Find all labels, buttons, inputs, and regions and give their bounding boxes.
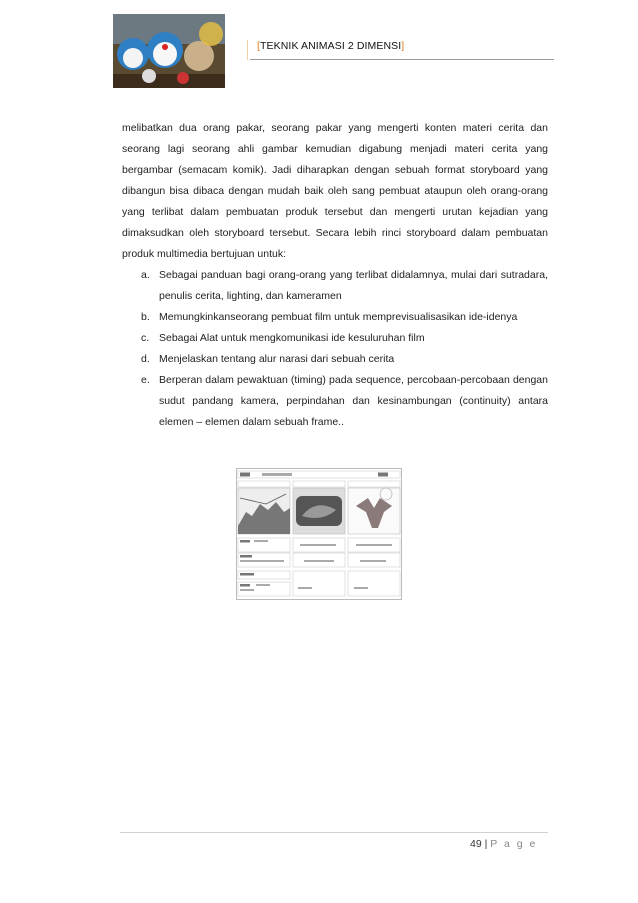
page-label: P a g e [490, 838, 538, 850]
list-item [141, 307, 548, 328]
header-close-bracket: ] [401, 40, 405, 52]
header-open-bracket: [ [257, 40, 261, 52]
body-paragraph: melibatkan dua orang pakar, seorang pakar yang mengerti konten materi cerita dan seorang lagi seorang ahli gambar kemudian digabung menjadi materi cerita yang bergambar (semacam komik). Jadi diharapkan dengan sebuah format storyboard yang dibangun bisa dibaca dengan mudah baik oleh sang pembuat ataupun oleh orang-orang yang terlibat dalam pembuatan produk tersebut dan mengerti urutan kejadian yang dimaksudkan oleh storyboard tersebut. Secara lebih rinci storyboard dalam pembuatan produk multimedia bertujuan untuk: [122, 122, 548, 260]
header-rule [250, 59, 554, 60]
purpose-list [141, 265, 548, 433]
list-item [141, 265, 548, 307]
page-footer [470, 838, 537, 850]
footer-separator: | [484, 838, 488, 850]
list-text: Berperan dalam pewaktuan (timing) pada sequence, percobaan-percobaan dengan sudut pandang kamera, perpindahan dan kesinambungan (continuity) antara elemen – elemen dalam sebuah frame.. [159, 374, 548, 428]
list-item [141, 370, 548, 433]
storyboard-figure [236, 468, 402, 600]
header-title [257, 40, 404, 52]
list-marker: c. [141, 332, 150, 344]
list-text: Menjelaskan tentang alur narasi dari sebuah cerita [159, 353, 395, 365]
list-marker: a. [141, 269, 150, 281]
header-cartoon-image [113, 14, 225, 88]
list-marker: d. [141, 353, 150, 365]
list-text: Sebagai panduan bagi orang-orang yang terlibat didalamnya, mulai dari sutradara, penulis cerita, lighting, dan kameramen [159, 269, 548, 302]
header-title-text: TEKNIK ANIMASI 2 DIMENSI [260, 40, 402, 52]
list-item [141, 328, 548, 349]
page-number: 49 [470, 838, 482, 850]
list-marker: b. [141, 311, 150, 323]
header-divider [247, 40, 248, 60]
footer-rule [120, 832, 548, 833]
list-item [141, 349, 548, 370]
list-marker: e. [141, 374, 150, 386]
list-text: Memungkinkanseorang pembuat film untuk memprevisualisasikan ide-idenya [159, 311, 518, 323]
list-text: Sebagai Alat untuk mengkomunikasi ide kesuluruhan film [159, 332, 425, 344]
